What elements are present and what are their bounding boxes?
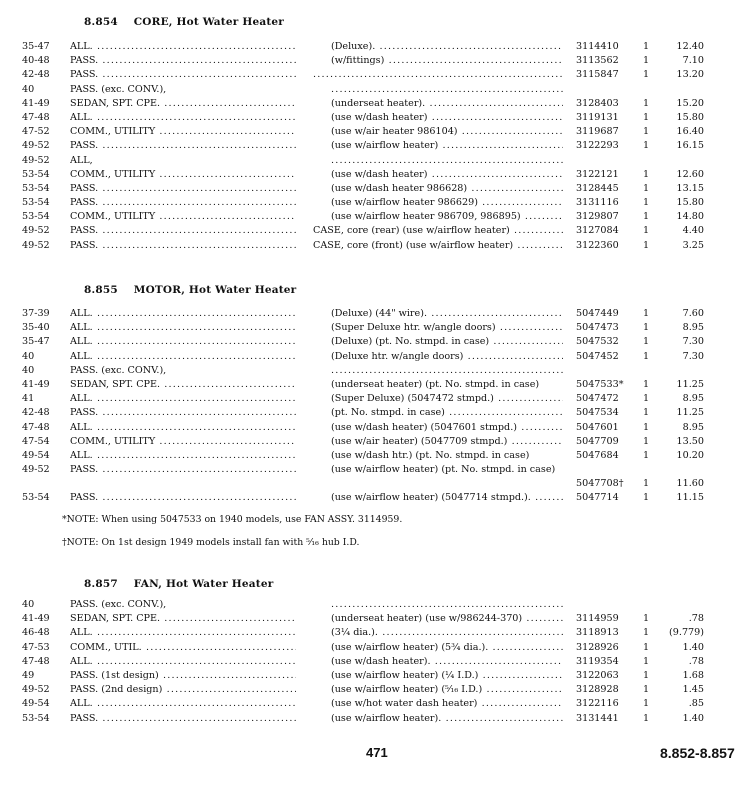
part-number: 3119687 bbox=[576, 126, 619, 138]
description: (Super Deluxe htr. w/angle doors) ..... bbox=[331, 321, 563, 335]
model-years: 40-48 bbox=[22, 55, 50, 67]
table-row bbox=[0, 210, 751, 224]
table-row bbox=[0, 491, 751, 505]
model-years: 37-39 bbox=[22, 308, 50, 319]
table-row bbox=[0, 350, 751, 364]
table-row bbox=[0, 168, 751, 182]
part-number: 5047472 bbox=[576, 393, 619, 405]
price: 8.95 bbox=[682, 393, 704, 405]
part-number: 3131116 bbox=[576, 197, 619, 209]
model-years: 49-52 bbox=[22, 239, 50, 251]
part-number: 3113562 bbox=[576, 55, 619, 67]
model-name: PASS. (1st design) ..... bbox=[70, 669, 296, 683]
model-years: 49-52 bbox=[22, 684, 50, 696]
model-years: 42-48 bbox=[22, 69, 50, 81]
model-years: 35-40 bbox=[22, 322, 50, 334]
part-number: 5047449 bbox=[576, 308, 619, 319]
table-row bbox=[0, 40, 751, 54]
footnote-dagger: †NOTE: On 1st design 1949 models install fan with ⁵⁄₁₆ hub I.D. bbox=[62, 537, 360, 548]
quantity: 1 bbox=[642, 140, 650, 152]
model-years: 47-53 bbox=[22, 641, 50, 653]
table-row bbox=[0, 669, 751, 683]
description: (use w/airflow heater) (¼ I.D.) ..... bbox=[331, 669, 563, 683]
section-heading-motor bbox=[84, 284, 296, 296]
model-name: PASS. ..... bbox=[70, 239, 296, 253]
table-row bbox=[0, 435, 751, 449]
description: (use w/dash heater) ..... bbox=[331, 168, 563, 182]
page-number: 471 bbox=[366, 745, 388, 760]
price: 1.45 bbox=[682, 684, 704, 696]
quantity: 1 bbox=[642, 393, 650, 405]
description: (use w/airflow heater) (5¾ dia.). ..... bbox=[331, 641, 563, 655]
model-years: 40 bbox=[22, 83, 35, 95]
model-name: ALL. ..... bbox=[70, 421, 296, 435]
part-number: 3128926 bbox=[576, 641, 619, 653]
description: (underseat heater). ..... bbox=[331, 97, 563, 111]
section-heading-fan bbox=[84, 578, 273, 590]
table-row bbox=[0, 111, 751, 125]
part-number: 3128445 bbox=[576, 182, 619, 194]
price: 11.25 bbox=[676, 378, 704, 390]
table-row bbox=[0, 655, 751, 669]
quantity: 1 bbox=[642, 225, 650, 237]
model-years: 49 bbox=[22, 669, 35, 681]
table-row bbox=[0, 378, 751, 392]
quantity: 1 bbox=[642, 712, 650, 724]
model-name: SEDAN, SPT. CPE. ..... bbox=[70, 97, 296, 111]
part-number: 5047533* bbox=[576, 378, 624, 390]
model-years: 41-49 bbox=[22, 97, 50, 109]
description: (3¼ dia.). ..... bbox=[331, 626, 563, 640]
price: 7.30 bbox=[682, 350, 704, 362]
model-name: ALL. ..... bbox=[70, 697, 296, 711]
model-name: ALL. ..... bbox=[70, 626, 296, 640]
quantity: 1 bbox=[642, 684, 650, 696]
model-years: 49-52 bbox=[22, 225, 50, 237]
description: (use w/dash htr.) (pt. No. stmpd. in case) bbox=[331, 449, 530, 461]
section-rows-fan bbox=[0, 598, 751, 726]
model-name: PASS. ..... bbox=[70, 182, 296, 196]
section-rows-core bbox=[0, 40, 751, 253]
price: 15.80 bbox=[676, 197, 704, 209]
part-number: 5047601 bbox=[576, 421, 619, 433]
model-years: 47-52 bbox=[22, 126, 50, 138]
table-row bbox=[0, 224, 751, 238]
model-years: 49-52 bbox=[22, 464, 50, 476]
quantity: 1 bbox=[642, 435, 650, 447]
price: 12.40 bbox=[676, 41, 704, 52]
table-row bbox=[0, 307, 751, 321]
model-years: 53-54 bbox=[22, 492, 50, 504]
description: (Deluxe htr. w/angle doors) ..... bbox=[331, 350, 563, 364]
model-years: 53-54 bbox=[22, 197, 50, 209]
model-name: COMM., UTILITY ..... bbox=[70, 435, 296, 449]
part-number: 3131441 bbox=[576, 712, 619, 724]
part-number: 3114410 bbox=[576, 41, 619, 52]
table-row bbox=[0, 239, 751, 253]
part-number: 3128928 bbox=[576, 684, 619, 696]
price: 16.40 bbox=[676, 126, 704, 138]
quantity: 1 bbox=[642, 111, 650, 123]
part-number: 3115847 bbox=[576, 69, 619, 81]
quantity: 1 bbox=[642, 407, 650, 419]
description: (use w/dash heater 986628) ..... bbox=[331, 182, 563, 196]
price: 15.20 bbox=[676, 97, 704, 109]
model-years: 47-48 bbox=[22, 111, 50, 123]
quantity: 1 bbox=[642, 168, 650, 180]
part-number: 5047708† bbox=[576, 478, 624, 490]
model-years: 49-54 bbox=[22, 698, 50, 710]
table-row bbox=[0, 321, 751, 335]
model-name: PASS. ..... bbox=[70, 196, 296, 210]
table-row bbox=[0, 626, 751, 640]
quantity: 1 bbox=[642, 641, 650, 653]
model-name: ALL. ..... bbox=[70, 40, 296, 54]
part-number: 3114959 bbox=[576, 613, 619, 625]
table-row bbox=[0, 697, 751, 711]
description: (use w/dash heater) (5047601 stmpd.) ..... bbox=[331, 421, 563, 435]
quantity: 1 bbox=[642, 492, 650, 504]
price: 11.60 bbox=[676, 478, 704, 490]
table-row bbox=[0, 83, 751, 97]
price: .78 bbox=[688, 655, 704, 667]
model-name: ALL. ..... bbox=[70, 335, 296, 349]
section-heading-core bbox=[84, 16, 284, 28]
price: 1.68 bbox=[682, 669, 704, 681]
table-row bbox=[0, 139, 751, 153]
description bbox=[331, 83, 563, 97]
quantity: 1 bbox=[642, 613, 650, 625]
description: CASE, core (front) (use w/airflow heater) ..... bbox=[313, 239, 563, 253]
model-name: COMM., UTILITY ..... bbox=[70, 125, 296, 139]
description: CASE, core (rear) (use w/airflow heater) ..... bbox=[313, 224, 563, 238]
part-number: 3129807 bbox=[576, 211, 619, 223]
description bbox=[331, 154, 563, 168]
description: (underseat heater) (pt. No. stmpd. in case) bbox=[331, 378, 540, 390]
part-number: 3127084 bbox=[576, 225, 619, 237]
price: .78 bbox=[688, 613, 704, 625]
price: 13.20 bbox=[676, 69, 704, 81]
part-number: 3122360 bbox=[576, 239, 619, 251]
price: 8.95 bbox=[682, 322, 704, 334]
price: 13.15 bbox=[676, 182, 704, 194]
model-years: 53-54 bbox=[22, 712, 50, 724]
description: (w/fittings) ..... bbox=[331, 54, 563, 68]
price: 3.25 bbox=[682, 239, 704, 251]
description: (use w/airflow heater) (pt. No. stmpd. in case) bbox=[331, 464, 556, 476]
description: (Deluxe) (44" wire). ..... bbox=[331, 307, 563, 321]
quantity: 1 bbox=[642, 322, 650, 334]
description bbox=[313, 68, 563, 82]
quantity: 1 bbox=[642, 478, 650, 490]
price: 13.50 bbox=[676, 435, 704, 447]
section-number: 8.855 bbox=[84, 284, 118, 296]
model-name: ALL. ..... bbox=[70, 321, 296, 335]
quantity: 1 bbox=[642, 182, 650, 194]
table-row bbox=[0, 196, 751, 210]
model-years: 46-48 bbox=[22, 627, 50, 639]
quantity: 1 bbox=[642, 698, 650, 710]
section-title: CORE, Hot Water Heater bbox=[133, 16, 284, 28]
price: 16.15 bbox=[676, 140, 704, 152]
table-row bbox=[0, 683, 751, 697]
table-row bbox=[0, 97, 751, 111]
table-row bbox=[0, 712, 751, 726]
model-years: 53-54 bbox=[22, 168, 50, 180]
part-number: 5047534 bbox=[576, 407, 619, 419]
table-row bbox=[0, 335, 751, 349]
model-years: 42-48 bbox=[22, 407, 50, 419]
quantity: 1 bbox=[642, 655, 650, 667]
description: (use w/dash heater) ..... bbox=[331, 111, 563, 125]
description: (use w/air heater 986104) ..... bbox=[331, 125, 563, 139]
price: .85 bbox=[688, 698, 704, 710]
model-name: ALL, bbox=[70, 154, 93, 166]
model-name: PASS. ..... bbox=[70, 491, 296, 505]
quantity: 1 bbox=[642, 197, 650, 209]
model-years: 47-48 bbox=[22, 421, 50, 433]
model-years: 41-49 bbox=[22, 378, 50, 390]
quantity: 1 bbox=[642, 97, 650, 109]
model-name: ALL. ..... bbox=[70, 655, 296, 669]
description: (Super Deluxe) (5047472 stmpd.) ..... bbox=[331, 392, 563, 406]
table-row bbox=[0, 182, 751, 196]
price: 11.15 bbox=[676, 492, 704, 504]
description: (use w/airflow heater). ..... bbox=[331, 712, 563, 726]
price: 7.10 bbox=[682, 55, 704, 67]
model-name: COMM., UTILITY ..... bbox=[70, 168, 296, 182]
model-name: ALL. ..... bbox=[70, 392, 296, 406]
model-years: 35-47 bbox=[22, 41, 50, 52]
description: (use w/dash heater). ..... bbox=[331, 655, 563, 669]
part-number: 3119354 bbox=[576, 655, 619, 667]
footnote-asterisk: *NOTE: When using 5047533 on 1940 models, use FAN ASSY. 3114959. bbox=[62, 514, 403, 525]
section-number: 8.857 bbox=[84, 578, 118, 590]
price: 8.95 bbox=[682, 421, 704, 433]
description: (use w/airflow heater 986709, 986895) ..... bbox=[331, 210, 563, 224]
part-number: 3122293 bbox=[576, 140, 619, 152]
table-row bbox=[0, 392, 751, 406]
model-name: ALL. ..... bbox=[70, 449, 296, 463]
part-number: 5047709 bbox=[576, 435, 619, 447]
part-number: 3122121 bbox=[576, 168, 619, 180]
model-years: 41-49 bbox=[22, 613, 50, 625]
quantity: 1 bbox=[642, 350, 650, 362]
part-number: 5047452 bbox=[576, 350, 619, 362]
description: (Deluxe). ..... bbox=[331, 40, 563, 54]
part-number: 5047532 bbox=[576, 336, 619, 348]
quantity: 1 bbox=[642, 69, 650, 81]
price: (9.779) bbox=[669, 627, 704, 639]
price: 1.40 bbox=[682, 712, 704, 724]
model-years: 49-52 bbox=[22, 140, 50, 152]
model-years: 53-54 bbox=[22, 182, 50, 194]
description bbox=[331, 364, 563, 378]
price: 10.20 bbox=[676, 449, 704, 461]
description: (use w/airflow heater) (⁵⁄₁₆ I.D.) ..... bbox=[331, 683, 563, 697]
part-number: 5047684 bbox=[576, 449, 619, 461]
model-name: PASS. ..... bbox=[70, 54, 296, 68]
part-number: 3122116 bbox=[576, 698, 619, 710]
description: (underseat heater) (use w/986244-370) ..... bbox=[331, 612, 563, 626]
model-name: COMM., UTIL. ..... bbox=[70, 641, 296, 655]
model-years: 49-54 bbox=[22, 449, 50, 461]
model-years: 40 bbox=[22, 364, 35, 376]
section-number: 8.854 bbox=[84, 16, 118, 28]
model-name: PASS. (exc. CONV.), bbox=[70, 83, 167, 95]
table-row bbox=[0, 641, 751, 655]
price: 7.60 bbox=[682, 308, 704, 319]
part-number: 5047714 bbox=[576, 492, 619, 504]
model-name: PASS. (2nd design) ..... bbox=[70, 683, 296, 697]
model-name: PASS. ..... bbox=[70, 463, 296, 477]
quantity: 1 bbox=[642, 211, 650, 223]
model-name: ALL. ..... bbox=[70, 307, 296, 321]
description: (pt. No. stmpd. in case) ..... bbox=[331, 406, 563, 420]
price: 12.60 bbox=[676, 168, 704, 180]
model-name: COMM., UTILITY ..... bbox=[70, 210, 296, 224]
model-name: PASS. ..... bbox=[70, 139, 296, 153]
model-years: 41 bbox=[22, 393, 35, 405]
price: 1.40 bbox=[682, 641, 704, 653]
quantity: 1 bbox=[642, 669, 650, 681]
model-years: 47-54 bbox=[22, 435, 50, 447]
quantity: 1 bbox=[642, 239, 650, 251]
quantity: 1 bbox=[642, 126, 650, 138]
quantity: 1 bbox=[642, 336, 650, 348]
quantity: 1 bbox=[642, 449, 650, 461]
model-name: PASS. (exc. CONV.), bbox=[70, 364, 167, 376]
model-name: SEDAN, SPT. CPE. ..... bbox=[70, 378, 296, 392]
table-row bbox=[0, 364, 751, 378]
model-name: PASS. ..... bbox=[70, 406, 296, 420]
model-name: ALL. ..... bbox=[70, 350, 296, 364]
part-number: 5047473 bbox=[576, 322, 619, 334]
quantity: 1 bbox=[642, 55, 650, 67]
quantity: 1 bbox=[642, 41, 650, 52]
quantity: 1 bbox=[642, 627, 650, 639]
price: 11.25 bbox=[676, 407, 704, 419]
description bbox=[331, 598, 563, 612]
model-years: 47-48 bbox=[22, 655, 50, 667]
section-title: FAN, Hot Water Heater bbox=[133, 578, 274, 590]
table-row bbox=[0, 154, 751, 168]
price: 14.80 bbox=[676, 211, 704, 223]
description: (Deluxe) (pt. No. stmpd. in case) ..... bbox=[331, 335, 563, 349]
table-row bbox=[0, 612, 751, 626]
description: (use w/airflow heater) ..... bbox=[331, 139, 563, 153]
table-row bbox=[0, 406, 751, 420]
table-row bbox=[0, 125, 751, 139]
part-number: 3118913 bbox=[576, 627, 619, 639]
model-name: SEDAN, SPT. CPE. ..... bbox=[70, 612, 296, 626]
part-number: 3128403 bbox=[576, 97, 619, 109]
quantity: 1 bbox=[642, 378, 650, 390]
table-row bbox=[0, 449, 751, 463]
model-years: 40 bbox=[22, 350, 35, 362]
model-name: ALL. ..... bbox=[70, 111, 296, 125]
model-years: 53-54 bbox=[22, 211, 50, 223]
quantity: 1 bbox=[642, 308, 650, 319]
price: 7.30 bbox=[682, 336, 704, 348]
price: 4.40 bbox=[682, 225, 704, 237]
model-name: PASS. ..... bbox=[70, 224, 296, 238]
part-number: 3119131 bbox=[576, 111, 619, 123]
model-name: PASS. ..... bbox=[70, 68, 296, 82]
table-row bbox=[0, 421, 751, 435]
table-row bbox=[0, 598, 751, 612]
section-title: MOTOR, Hot Water Heater bbox=[133, 284, 297, 296]
table-row bbox=[0, 463, 751, 491]
description: (use w/airflow heater 986629) ..... bbox=[331, 196, 563, 210]
section-rows-motor bbox=[0, 307, 751, 506]
description: (use w/air heater) (5047709 stmpd.) ..... bbox=[331, 435, 563, 449]
model-name: PASS. ..... bbox=[70, 712, 296, 726]
description: (use w/airflow heater) (5047714 stmpd.). ..... bbox=[331, 491, 563, 505]
model-years: 49-52 bbox=[22, 154, 50, 166]
description: (use w/hot water dash heater) ..... bbox=[331, 697, 563, 711]
model-name: PASS. (exc. CONV.), bbox=[70, 599, 167, 610]
quantity: 1 bbox=[642, 421, 650, 433]
model-years: 40 bbox=[22, 599, 35, 610]
model-years: 35-47 bbox=[22, 336, 50, 348]
table-row bbox=[0, 54, 751, 68]
price: 15.80 bbox=[676, 111, 704, 123]
part-number: 3122063 bbox=[576, 669, 619, 681]
table-row bbox=[0, 68, 751, 82]
section-range: 8.852-8.857 bbox=[660, 745, 735, 761]
